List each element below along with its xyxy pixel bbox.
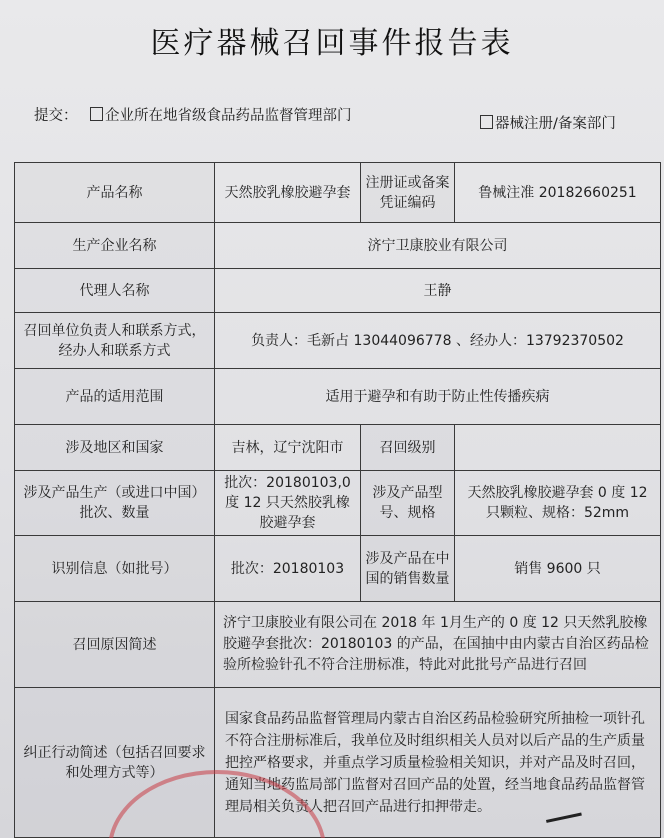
document-title: 医疗器械召回事件报告表 bbox=[150, 26, 514, 61]
region-label: 涉及地区和国家 bbox=[15, 425, 215, 471]
contact-label: 召回单位负责人和联系方式，经办人和联系方式 bbox=[15, 313, 215, 369]
identification-value: 批次：20180103 bbox=[215, 536, 361, 602]
row-product-name bbox=[15, 163, 661, 223]
row-region bbox=[15, 425, 661, 471]
identification-label: 识别信息（如批号） bbox=[15, 536, 215, 602]
row-agent bbox=[15, 269, 661, 313]
row-contact bbox=[15, 313, 661, 369]
checkbox-provincial[interactable] bbox=[90, 107, 103, 121]
submit-option-registration-label: 器械注册/备案部门 bbox=[495, 116, 616, 132]
row-scope bbox=[15, 369, 661, 425]
agent-value: 王静 bbox=[215, 269, 661, 313]
region-value: 吉林，辽宁沈阳市 bbox=[215, 425, 361, 471]
sales-value: 销售 9600 只 bbox=[455, 536, 661, 602]
reason-value: 济宁卫康胶业有限公司在 2018 年 1月生产的 0 度 12 只天然乳胶橡胶避孕套批次：20180103 的产品，在国抽中由内蒙古自治区药品检验所检验针孔不符合注册标准，特此对此批号产品进行召回 bbox=[215, 602, 661, 688]
model-value: 天然胶乳橡胶避孕套 0 度 12 只颗粒、规格：52mm bbox=[455, 471, 661, 536]
row-batch bbox=[15, 471, 661, 536]
scope-value: 适用于避孕和有助于防止性传播疾病 bbox=[215, 369, 661, 425]
reason-label: 召回原因简述 bbox=[15, 602, 215, 688]
action-label: 纠正行动简述（包括召回要求和处理方式等） bbox=[15, 688, 215, 838]
row-manufacturer bbox=[15, 223, 661, 269]
batch-value: 批次：20180103,0度 12 只天然胶乳橡胶避孕套 bbox=[215, 471, 361, 536]
contact-value: 负责人：毛新占 13044096778 、经办人：13792370502 bbox=[215, 313, 661, 369]
checkbox-registration[interactable] bbox=[480, 115, 493, 129]
recall-level-label: 召回级别 bbox=[361, 425, 455, 471]
agent-label: 代理人名称 bbox=[15, 269, 215, 313]
submit-row bbox=[34, 104, 654, 130]
manufacturer-value: 济宁卫康胶业有限公司 bbox=[215, 223, 661, 269]
manufacturer-label: 生产企业名称 bbox=[15, 223, 215, 269]
submit-label: 提交： bbox=[34, 108, 78, 124]
model-label: 涉及产品型号、规格 bbox=[361, 471, 455, 536]
batch-label: 涉及产品生产（或进口中国）批次、数量 bbox=[15, 471, 215, 536]
product-name-label: 产品名称 bbox=[15, 163, 215, 223]
submit-option-provincial[interactable] bbox=[90, 104, 352, 125]
recall-report-table bbox=[14, 162, 661, 838]
registration-code-label: 注册证或备案凭证编码 bbox=[361, 163, 455, 223]
submit-option-provincial-label: 企业所在地省级食品药品监督管理部门 bbox=[105, 108, 352, 124]
submit-option-registration[interactable] bbox=[480, 112, 616, 133]
row-identification bbox=[15, 536, 661, 602]
action-value: 国家食品药品监督管理局内蒙古自治区药品检验研究所抽检一项针孔不符合注册标准后，我单位及时组织相关人员对以后产品的生产质量把控严格要求，并重点学习质量检验相关知识，并对产品及时召回，通知当地药监局部门监督对召回产品的处置，经当地食品药品监督管理局相关负责人把召回产品进行扣押带走。 bbox=[215, 688, 661, 838]
row-reason bbox=[15, 602, 661, 688]
scope-label: 产品的适用范围 bbox=[15, 369, 215, 425]
sales-label: 涉及产品在中国的销售数量 bbox=[361, 536, 455, 602]
registration-code-value: 鲁械注准 20182660251 bbox=[455, 163, 661, 223]
recall-level-value bbox=[455, 425, 661, 471]
row-action bbox=[15, 688, 661, 838]
product-name-value: 天然胶乳橡胶避孕套 bbox=[215, 163, 361, 223]
